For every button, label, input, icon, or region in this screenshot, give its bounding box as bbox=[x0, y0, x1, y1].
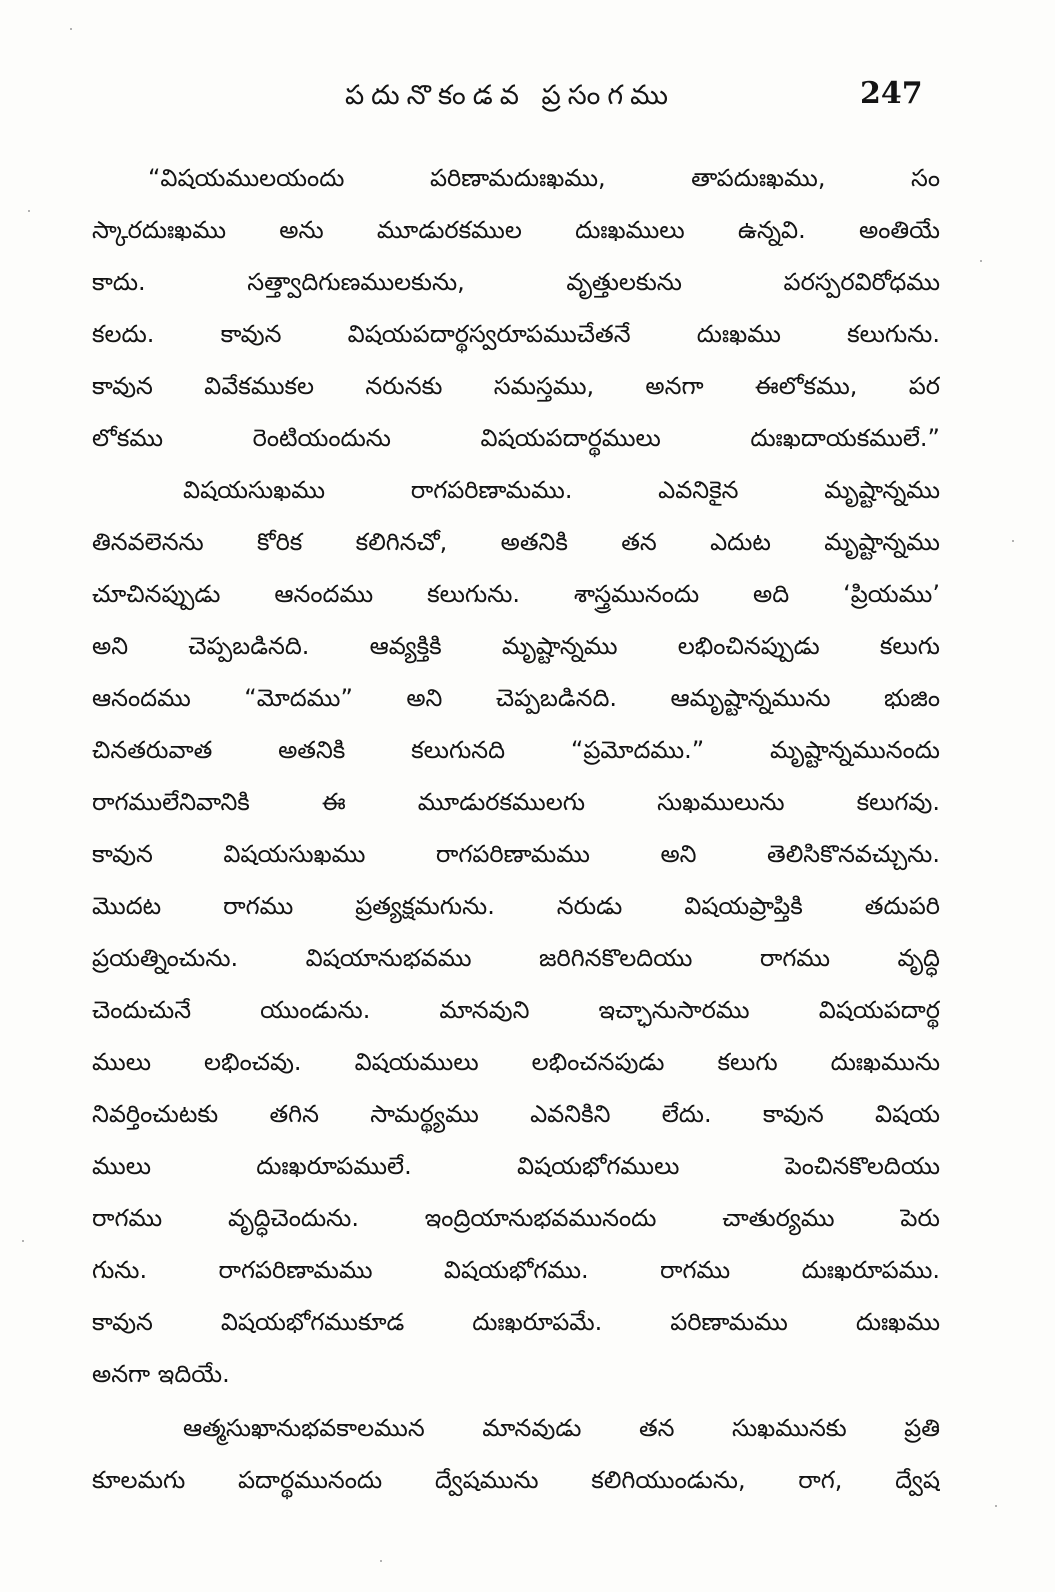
text-line: ఆనందము “మోదము” అని చెప్పబడినది. ఆమృష్టాన్నమును భుజిం bbox=[92, 684, 940, 712]
text-line: కావున వివేకముకల నరునకు సమస్తము, అనగా ఈలోకము, పర bbox=[92, 372, 940, 400]
text-line: అని చెప్పబడినది. ఆవ్యక్తికి మృష్టాన్నము లభించినప్పుడు కలుగు bbox=[92, 632, 940, 660]
text-line: ప్రయత్నించును. విషయానుభవము జరిగినకొలదియు రాగము వృద్ధి bbox=[92, 944, 940, 972]
scan-speck bbox=[28, 210, 30, 212]
page-number: 247 bbox=[860, 76, 923, 111]
text-line: లోకము రెంటియందును విషయపదార్థములు దుఃఖదాయకములే.” bbox=[92, 424, 940, 452]
text-line: చెందుచునే యుండును. మానవుని ఇచ్ఛానుసారము విషయపదార్థ bbox=[92, 996, 940, 1024]
text-line: ఆత్మసుఖానుభవకాలమున మానవుడు తన సుఖమునకు ప్రతి bbox=[183, 1414, 940, 1442]
text-line: కావున విషయసుఖము రాగపరిణామము అని తెలిసికొనవచ్చును. bbox=[92, 840, 940, 868]
text-line: తినవలెనను కోరిక కలిగినచో, అతనికి తన ఎదుట మృష్టాన్నము bbox=[92, 528, 940, 556]
text-line: చినతరువాత అతనికి కలుగునది “ప్రమోదము.” మృష్టాన్నమునందు bbox=[92, 736, 940, 764]
page-header bbox=[0, 70, 1055, 120]
body-text bbox=[92, 152, 940, 1506]
text-line: ములు దుఃఖరూపములే. విషయభోగములు పెంచినకొలదియు bbox=[92, 1152, 940, 1180]
running-title: పదునొకండవ ప్రసంగము bbox=[344, 80, 675, 111]
scan-speck bbox=[70, 28, 72, 30]
scan-speck bbox=[1012, 540, 1014, 542]
text-line: కాదు. సత్త్వాదిగుణములకును, వృత్తులకును పరస్పరవిరోధము bbox=[92, 268, 940, 296]
text-line: కలదు. కావున విషయపదార్థస్వరూపముచేతనే దుఃఖము కలుగును. bbox=[92, 320, 940, 348]
text-line: అనగా ఇదియే. bbox=[92, 1360, 230, 1388]
text-line: రాగము వృద్ధిచెందును. ఇంద్రియానుభవమునందు చాతుర్యము పెరు bbox=[92, 1204, 940, 1232]
text-line: కావున విషయభోగముకూడ దుఃఖరూపమే. పరిణామము దుఃఖము bbox=[92, 1308, 940, 1336]
text-line: గును. రాగపరిణామము విషయభోగము. రాగము దుఃఖరూపము. bbox=[92, 1256, 940, 1284]
text-line: స్కారదుఃఖము అను మూడురకముల దుఃఖములు ఉన్నవి. అంతియే bbox=[92, 216, 940, 244]
text-line: కూలమగు పదార్థమునందు ద్వేషమును కలిగియుండును, రాగ, ద్వేష bbox=[92, 1466, 940, 1494]
text-line: విషయసుఖము రాగపరిణామము. ఎవనికైన మృష్టాన్నము bbox=[183, 476, 940, 504]
text-line: మొదట రాగము ప్రత్యక్షమగును. నరుడు విషయప్రాప్తికి తదుపరి bbox=[92, 892, 940, 920]
text-line: నివర్తించుటకు తగిన సామర్థ్యము ఎవనికిని లేదు. కావున విషయ bbox=[92, 1100, 940, 1128]
text-line: రాగములేనివానికి ఈ మూడురకములగు సుఖములును కలుగవు. bbox=[92, 788, 940, 816]
text-line: ములు లభించవు. విషయములు లభించనపుడు కలుగు దుఃఖమును bbox=[92, 1048, 940, 1076]
scan-speck bbox=[980, 260, 982, 262]
text-line: “విషయములయందు పరిణామదుఃఖము, తాపదుఃఖము, సం bbox=[148, 164, 940, 192]
text-line: చూచినప్పుడు ఆనందము కలుగును. శాస్త్రమునందు అది ‘ప్రియము’ bbox=[92, 580, 940, 608]
scan-speck bbox=[995, 1505, 997, 1507]
scan-speck bbox=[380, 1560, 382, 1562]
scan-speck bbox=[22, 1240, 24, 1242]
